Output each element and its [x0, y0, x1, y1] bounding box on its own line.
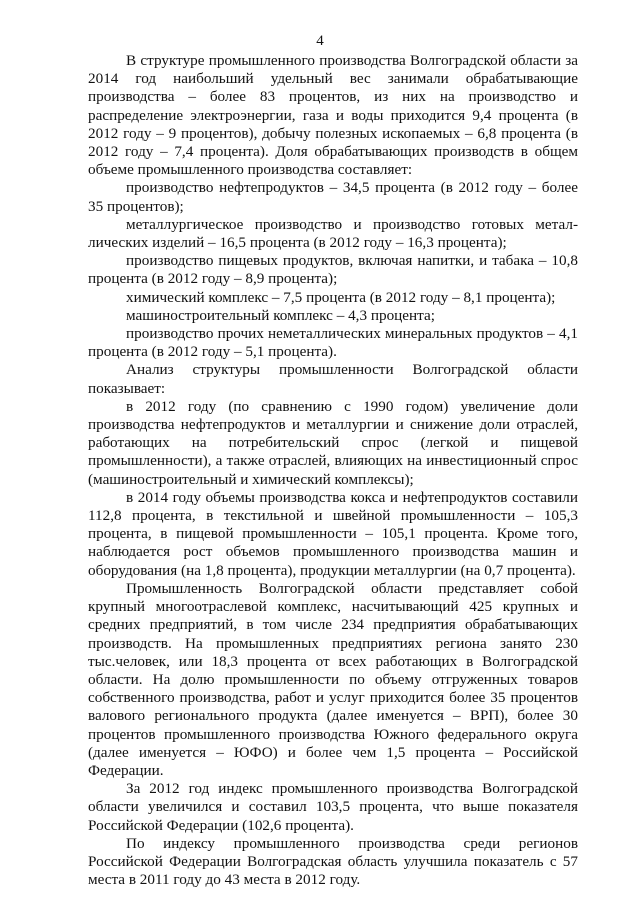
paragraph-analysis-2012: в 2012 году (по сравнению с 1990 годом) увеличение доли производства нефтепродуктов и металлургии и снижение доли отраслей, работающих на потребительский спрос (легкой и пищевой промышленности), а также отраслей, влияющих на инвестиционный спрос (машиностроительный и химический комплексы);: [88, 397, 578, 488]
list-item-nonmetallic-minerals: производство прочих неметаллических минеральных продуктов – 4,1 процента (в 2012 году – 5,1 процента).: [88, 325, 578, 361]
document-body: [88, 52, 578, 889]
list-item-machine-building: машиностроительный комплекс – 4,3 процента;: [126, 306, 435, 324]
list-item-chemical: химический комплекс – 7,5 процента (в 2012 году – 8,1 процента);: [126, 288, 556, 306]
paragraph-analysis-intro: Анализ структуры промышленности Волгоградской области показывает:: [88, 361, 578, 397]
paragraph-industry-complex: Промышленность Волгоградской области представляет собой крупный многоотраслевой комплекс, насчитывающий 425 крупных и средних предприятий, в том числе 234 предприятия обрабатывающих производств. На промышленных предприятиях региона занято 230 тыс.человек, или 18,3 процента от всех работающих в Волгоградской области. На долю промышленности по объему отгруженных товаров собственного производства, работ и услуг приходится более 35 процентов валового регионального продукта (далее именуется – ВРП), более 30 процентов промышленного производства Южного федерального округа (далее именуется – ЮФО) и более чем 1,5 процента – Российской Федерации.: [88, 579, 578, 779]
paragraph-industry-structure: В структуре промышленного производства Волгоградской области за 2014 год наибольший удельный вес занимали обрабатывающие производства – более 83 процентов, из них на производство и распределение электроэнергии, газа и воды приходится 9,4 процента (в 2012 году – 9 процентов), добычу полезных ископаемых – 6,8 процента (в 2012 году – 7,4 процента). Доля обрабатывающих производств в общем объеме промышленного производства составляет:: [88, 52, 578, 179]
paragraph-production-index: За 2012 год индекс промышленного производства Волгоградской области увеличился и составил 103,5 процента, что выше показателя Российской Федерации (102,6 процента).: [88, 780, 578, 834]
paragraph-analysis-2014: в 2014 году объемы производства кокса и нефтепродуктов составили 112,8 процента, в текстильной и швейной промышленности – 105,3 процента, в пищевой промышленности – 105,1 процента. Кроме того, наблюдается рост объемов промышленного производства машин и оборудования (на 1,8 процента), продукции металлургии (на 0,7 процента).: [88, 488, 578, 579]
list-item-oil-products: производство нефтепродуктов – 34,5 процента (в 2012 году – более 35 процентов);: [88, 179, 578, 215]
list-item-food-products: производство пищевых продуктов, включая напитки, и табака – 10,8 процента (в 2012 году – 8,9 процента);: [88, 252, 578, 288]
paragraph-region-ranking: По индексу промышленного производства среди регионов Российской Федерации Волгоградская область улучшила показатель с 57 места в 2011 году до 43 места в 2012 году.: [88, 834, 578, 889]
page-number: 4: [316, 33, 324, 49]
list-item-metallurgy: металлургическое производство и производство готовых металлических изделий – 16,5 процента (в 2012 году – 16,3 процента);: [88, 215, 578, 252]
